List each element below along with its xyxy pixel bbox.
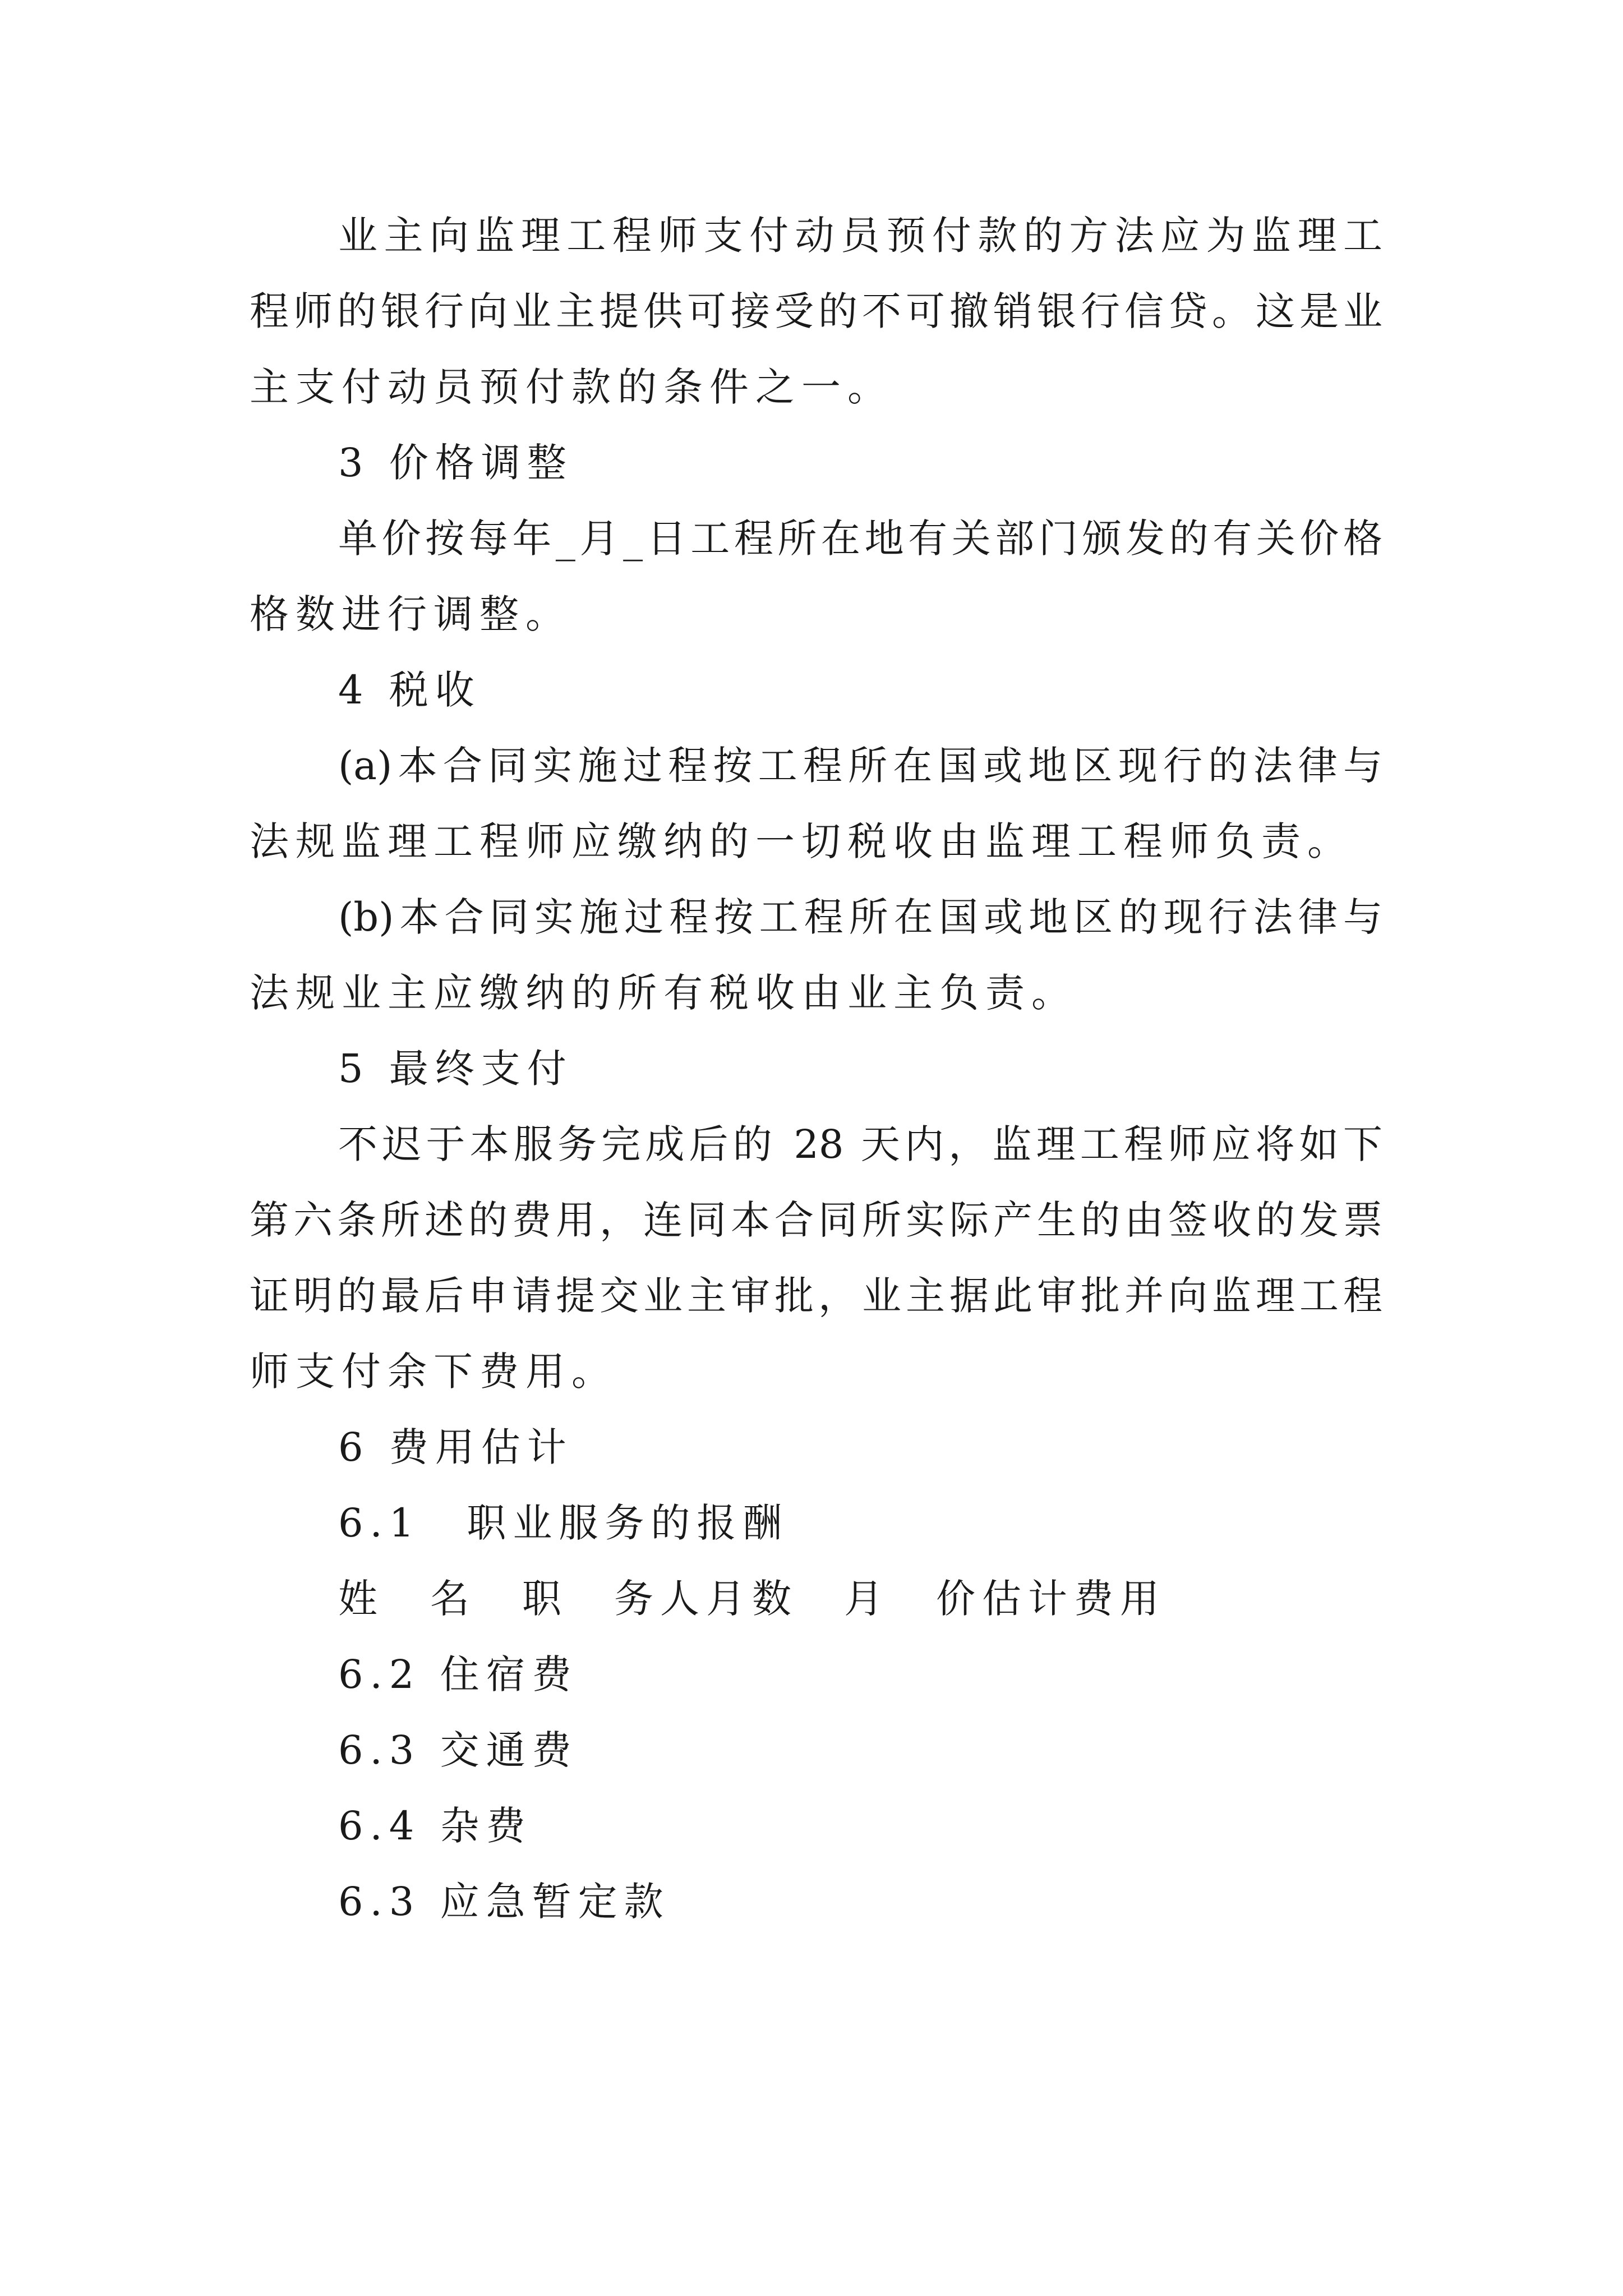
- paragraph-line: (b)本合同实施过程按工程所在国或地区的现行法律与: [338, 894, 1382, 940]
- paragraph-line: 单价按每年_月_日工程所在地有关部门颁发的有关价格: [338, 516, 1382, 562]
- section-heading-taxes: 4 税收: [338, 667, 481, 713]
- paragraph-line: (a)本合同实施过程按工程所在国或地区现行的法律与: [338, 743, 1382, 789]
- subsection-heading-6-3-contingency: 6.3 应急暂定款: [338, 1879, 670, 1925]
- subsection-heading-6-4: 6.4 杂费: [338, 1803, 532, 1849]
- section-heading-price-adjustment: 3 价格调整: [338, 440, 573, 486]
- subsection-heading-6-1: 6.1 职业服务的报酬: [338, 1500, 789, 1546]
- paragraph-line: 法规监理工程师应缴纳的一切税收由监理工程师负责。: [250, 818, 1353, 864]
- subsection-heading-6-2: 6.2 住宿费: [338, 1651, 578, 1697]
- paragraph-line: 格数进行调整。: [250, 591, 571, 637]
- section-heading-final-payment: 5 最终支付: [338, 1046, 573, 1092]
- paragraph-line: 证明的最后申请提交业主审批，业主据此审批并向监理工程: [250, 1273, 1382, 1319]
- paragraph-line: 业主向监理工程师支付动员预付款的方法应为监理工: [338, 213, 1382, 259]
- paragraph-line: 师支付余下费用。: [250, 1349, 617, 1395]
- paragraph-line: 程师的银行向业主提供可接受的不可撤销银行信贷。这是业: [250, 288, 1382, 334]
- paragraph-line: 不迟于本服务完成后的 28 天内，监理工程师应将如下: [338, 1121, 1382, 1167]
- paragraph-line: 主支付动员预付款的条件之一。: [250, 364, 893, 410]
- paragraph-line: 第六条所述的费用，连同本合同所实际产生的由签收的发票: [250, 1197, 1382, 1243]
- section-heading-cost-estimate: 6 费用估计: [338, 1424, 573, 1470]
- paragraph-line: 法规业主应缴纳的所有税收由业主负责。: [250, 970, 1077, 1016]
- fee-table-header: 姓 名 职 务人月数 月 价估计费用: [338, 1576, 1166, 1622]
- subsection-heading-6-3: 6.3 交通费: [338, 1727, 578, 1773]
